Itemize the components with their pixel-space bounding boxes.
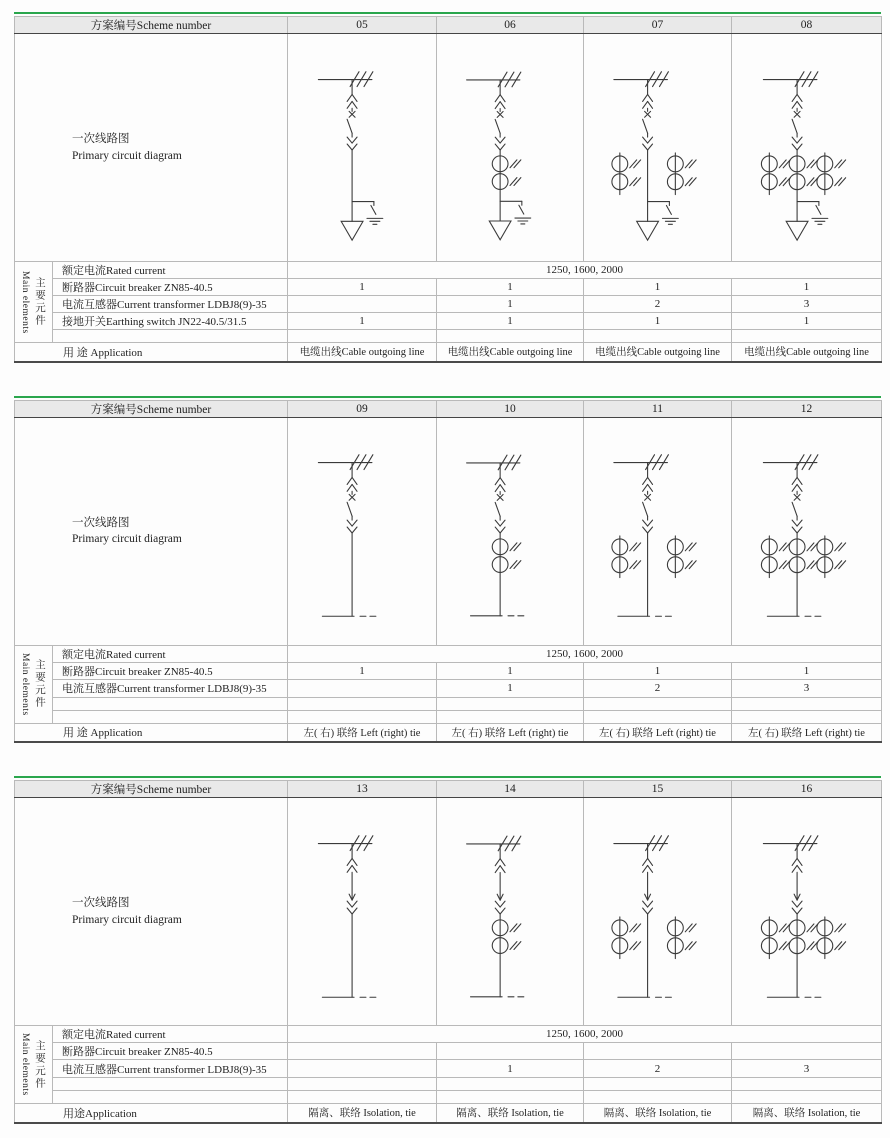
application-value: 隔离、联络 Isolation, tie (437, 1104, 584, 1123)
param-value: 1 (437, 279, 584, 296)
diagram-label-zh: 一次线路图 (72, 516, 130, 529)
circuit-diagram-scheme-12 (732, 418, 881, 644)
param-value: 3 (732, 1060, 882, 1078)
green-rule (14, 12, 881, 14)
circuit-diagram-scheme-07 (584, 35, 731, 261)
circuit-diagram-scheme-09 (288, 418, 436, 644)
scheme-number-header: 方案编号Scheme number (15, 781, 288, 798)
param-value (732, 1043, 882, 1060)
diagram-label-en: Primary circuit diagram (72, 913, 182, 926)
rated-current-row (15, 645, 882, 662)
param-value (288, 1043, 437, 1060)
diagram-row (15, 417, 882, 645)
param-value (288, 1060, 437, 1078)
param-label: 额定电流Rated current (53, 645, 288, 662)
spacer-row (15, 710, 882, 723)
param-value: 1 (732, 279, 882, 296)
application-row (15, 1104, 882, 1123)
application-row (15, 723, 882, 742)
scheme-number: 11 (584, 400, 732, 417)
scheme-number: 05 (288, 17, 437, 34)
current-transformer-row (15, 1060, 882, 1078)
param-label: 断路器Circuit breaker ZN85-40.5 (53, 1043, 288, 1060)
param-label: 电流互感器Current transformer LDBJ8(9)-35 (53, 296, 288, 313)
diagram-row (15, 34, 882, 262)
main-elements-label-zh: 主要元件 (34, 1039, 45, 1090)
param-label: 电流互感器Current transformer LDBJ8(9)-35 (53, 679, 288, 697)
scheme-table-05-08 (14, 12, 881, 363)
param-label: 电流互感器Current transformer LDBJ8(9)-35 (53, 1060, 288, 1078)
param-value (288, 679, 437, 697)
scheme-number: 12 (732, 400, 882, 417)
main-elements-label-zh: 主要元件 (34, 277, 45, 327)
application-value: 隔离、联络 Isolation, tie (288, 1104, 437, 1123)
param-value: 1 (437, 662, 584, 679)
param-value: 1 (584, 662, 732, 679)
scheme-table-09-12 (14, 396, 881, 744)
current-transformer-row (15, 679, 882, 697)
diagram-row (15, 798, 882, 1026)
circuit-diagram-scheme-08 (732, 35, 881, 261)
main-elements-label-zh: 主要元件 (34, 659, 45, 709)
scheme-number: 14 (437, 781, 584, 798)
diagram-row-label (15, 798, 288, 1026)
circuit-breaker-row (15, 279, 882, 296)
param-value: 1 (732, 313, 882, 330)
diagram-row-label (15, 34, 288, 262)
param-value: 1 (437, 313, 584, 330)
table-header-row (15, 781, 882, 798)
param-value: 1 (584, 313, 732, 330)
application-value: 电缆出线Cable outgoing line (288, 343, 437, 362)
application-value: 电缆出线Cable outgoing line (584, 343, 732, 362)
diagram-label-zh: 一次线路图 (72, 897, 130, 910)
diagram-row-label (15, 417, 288, 645)
param-value: 1 (288, 313, 437, 330)
rated-current-value: 1250, 1600, 2000 (288, 262, 882, 279)
spacer-row (15, 1091, 882, 1104)
application-value: 左( 右) 联络 Left (right) tie (584, 723, 732, 742)
rated-current-row (15, 262, 882, 279)
circuit-diagram-scheme-14 (437, 799, 583, 1025)
scheme-number: 16 (732, 781, 882, 798)
param-label: 接地开关Earthing switch JN22-40.5/31.5 (53, 313, 288, 330)
param-label: 额定电流Rated current (53, 262, 288, 279)
circuit-diagram-scheme-06 (437, 35, 583, 261)
rated-current-row (15, 1026, 882, 1043)
current-transformer-row (15, 296, 882, 313)
diagram-label-en: Primary circuit diagram (72, 149, 182, 162)
circuit-diagram-scheme-10 (437, 418, 583, 644)
scheme-table-13-16 (14, 776, 881, 1124)
earthing-switch-row (15, 313, 882, 330)
param-value: 1 (288, 662, 437, 679)
main-elements-group-label (15, 645, 53, 723)
scheme-number-header: 方案编号Scheme number (15, 400, 288, 417)
spacer-row (15, 330, 882, 343)
spacer-row (15, 1078, 882, 1091)
circuit-breaker-row (15, 662, 882, 679)
param-value: 1 (437, 296, 584, 313)
param-label: 断路器Circuit breaker ZN85-40.5 (53, 662, 288, 679)
param-value: 3 (732, 679, 882, 697)
application-label: 用 途 Application (15, 343, 288, 362)
scheme-table (14, 16, 882, 363)
application-label: 用途Application (15, 1104, 288, 1123)
circuit-diagram-scheme-16 (732, 799, 881, 1025)
param-label: 额定电流Rated current (53, 1026, 288, 1043)
green-rule (14, 396, 881, 398)
scheme-number-header: 方案编号Scheme number (15, 17, 288, 34)
param-value (288, 296, 437, 313)
param-value (437, 1043, 584, 1060)
application-value: 左( 右) 联络 Left (right) tie (732, 723, 882, 742)
scheme-number: 10 (437, 400, 584, 417)
scheme-number: 07 (584, 17, 732, 34)
scheme-number: 08 (732, 17, 882, 34)
diagram-label-en: Primary circuit diagram (72, 533, 182, 545)
main-elements-label-en: Main elements (20, 1033, 30, 1096)
application-value: 隔离、联络 Isolation, tie (732, 1104, 882, 1123)
application-value: 电缆出线Cable outgoing line (732, 343, 882, 362)
param-value: 2 (584, 296, 732, 313)
main-elements-group-label (15, 262, 53, 343)
param-value: 2 (584, 1060, 732, 1078)
param-value: 1 (732, 662, 882, 679)
green-rule (14, 776, 881, 778)
application-value: 左( 右) 联络 Left (right) tie (437, 723, 584, 742)
param-value: 3 (732, 296, 882, 313)
rated-current-value: 1250, 1600, 2000 (288, 1026, 882, 1043)
main-elements-label-en: Main elements (20, 652, 30, 716)
scheme-table (14, 780, 882, 1124)
param-value: 1 (437, 679, 584, 697)
diagram-label-zh: 一次线路图 (72, 133, 130, 146)
scheme-number: 15 (584, 781, 732, 798)
table-header-row (15, 400, 882, 417)
scheme-number: 13 (288, 781, 437, 798)
main-elements-label-en: Main elements (20, 270, 30, 334)
param-value: 1 (288, 279, 437, 296)
scheme-number: 06 (437, 17, 584, 34)
circuit-diagram-scheme-13 (288, 799, 436, 1025)
application-label: 用 途 Application (15, 723, 288, 742)
param-value (584, 1043, 732, 1060)
circuit-diagram-scheme-15 (584, 799, 731, 1025)
scheme-table (14, 400, 882, 744)
application-value: 左( 右) 联络 Left (right) tie (288, 723, 437, 742)
circuit-diagram-scheme-11 (584, 418, 731, 644)
rated-current-value: 1250, 1600, 2000 (288, 645, 882, 662)
circuit-breaker-row (15, 1043, 882, 1060)
scheme-number: 09 (288, 400, 437, 417)
application-value: 电缆出线Cable outgoing line (437, 343, 584, 362)
spacer-row (15, 697, 882, 710)
param-value: 1 (584, 279, 732, 296)
param-value: 2 (584, 679, 732, 697)
application-row (15, 343, 882, 362)
application-value: 隔离、联络 Isolation, tie (584, 1104, 732, 1123)
table-header-row (15, 17, 882, 34)
main-elements-group-label (15, 1026, 53, 1104)
circuit-diagram-scheme-05 (288, 35, 436, 261)
param-label: 断路器Circuit breaker ZN85-40.5 (53, 279, 288, 296)
param-value: 1 (437, 1060, 584, 1078)
